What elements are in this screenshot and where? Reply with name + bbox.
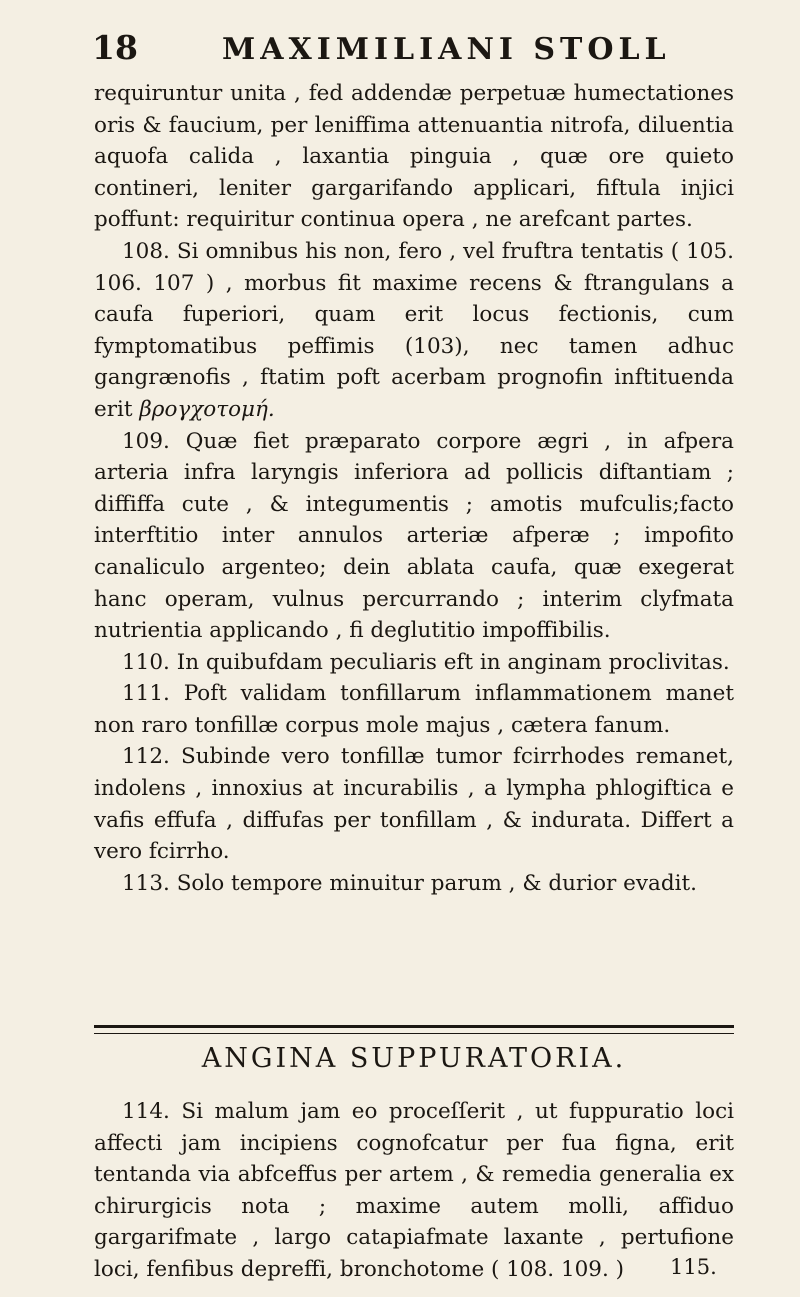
paragraph: 109. Quæ fiet præparato corpore ægri , in afpera arteria infra laryngis inferiora ad pollicis diftantiam ; diffiffa cute , & integumentis ; amotis mufculis;facto interftitio inter annulos arteriæ afperæ ; impofito canaliculo argenteo; dein ablata caufa, quæ exegerat hanc operam, vulnus percurrando ; interim clyfmata nutrientia applicando , fi deglutitio impoffibilis. — [94, 428, 734, 644]
section-text — [94, 1096, 734, 1286]
section-heading: ANGINA SUPPURATORIA. — [201, 1043, 627, 1074]
paragraph: 110. In quibufdam peculiaris eft in anginam proclivitas. — [122, 649, 730, 675]
paragraph: 111. Poft validam tonfillarum inflammationem manet non raro tonfillæ corpus mole majus , cætera fanum. — [94, 681, 734, 738]
main-text — [94, 78, 734, 899]
page-header — [92, 28, 732, 67]
paragraph: 113. Solo tempore minuitur parum , & durior evadit. — [122, 870, 697, 896]
page-number: 18 — [92, 28, 138, 67]
paragraph-text: 108. Si omnibus his non, fero , vel fruftra tentatis ( 105. 106. 107 ) , morbus fit maxime recens & ftrangulans a caufa fuperiori, quam erit locus fectionis, cum fymptomatibus peffimis (103), nec tamen adhuc gangrænofis , ftatim poft acerbam prognofin inftituenda erit — [94, 238, 734, 422]
paragraph: requiruntur unita , fed addendæ perpetuæ humectationes oris & faucium, per leniffima attenuantia nitrofa, diluentia aquofa calida , laxantia pinguia , quæ ore quieto contineri, leniter gargarifando applicari, fiftula injici poffunt: requiritur continua opera , ne arefcant partes. — [94, 81, 734, 233]
greek-word: βρογχοτομή. — [139, 396, 275, 422]
running-head: MAXIMILIANI STOLL — [222, 32, 671, 67]
paragraph: 114. Si malum jam eo proceſſerit , ut fuppuratio loci affecti jam incipiens cognofcatur per fua figna, erit tentanda via abfceffus per artem , & remedia generalia ex chirurgicis nota ; maxime autem molli, affiduo gargarifmate , largo catapiafmate laxante , pertufione loci, fenfibus depreffi, bronchotome ( 108. 109. ) — [94, 1099, 734, 1282]
catchword: 115. — [670, 1255, 717, 1279]
paragraph: 112. Subinde vero tonfillæ tumor fcirrhodes remanet, indolens , innoxius at incurabilis , a lympha phlogiftica e vafis effufa , diffufas per tonfillam , & indurata. Differt a vero fcirrho. — [94, 744, 734, 865]
paragraph — [94, 236, 734, 426]
section-divider — [94, 1025, 734, 1034]
